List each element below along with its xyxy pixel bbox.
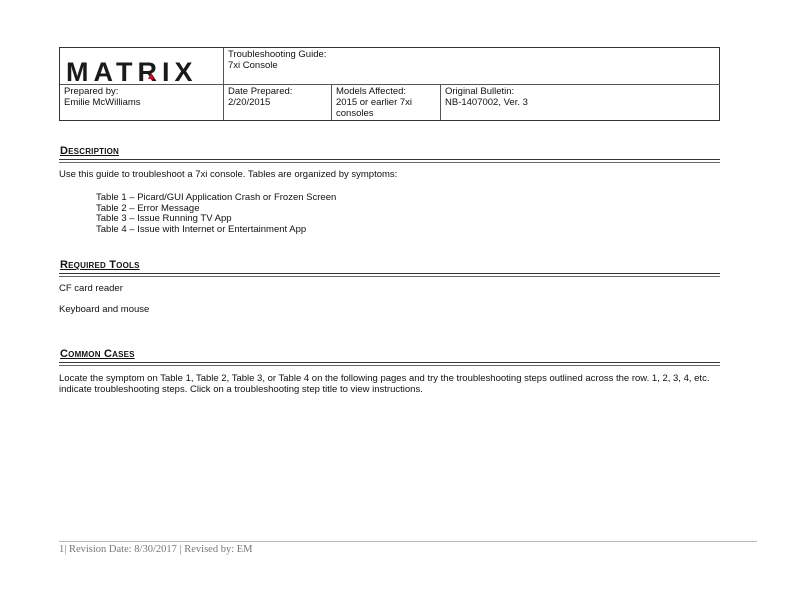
logo-accent-icon [148,73,154,79]
prepared-cell [60,84,224,120]
models-cell [331,84,441,120]
description-intro: Use this guide to troubleshoot a 7xi console. Tables are organized by symptoms: [59,169,398,180]
table-list-item: Table 1 – Picard/GUI Application Crash or Frozen Screen [96,192,337,203]
models-label: Models Affected: [336,86,407,97]
models-value: 2015 or earlier 7xi [336,97,413,108]
guide-label: Troubleshooting Guide: [228,49,327,60]
common-cases-text: Locate the symptom on Table 1, Table 2, Table 3, or Table 4 on the following pages and try the troubleshooting steps outlined across the row. 1, 2, 3, 4, etc. [59,373,710,384]
tool-item: Keyboard and mouse [59,304,150,315]
description-title: Description [60,145,120,157]
footer-rule [59,541,757,542]
bulletin-label: Original Bulletin: [445,86,515,97]
heading-rule [59,159,720,160]
header-table [59,47,720,121]
prepared-label: Prepared by: [64,86,119,97]
guide-value: 7xi Console [228,60,278,71]
prepared-value: Emilie McWilliams [64,97,141,108]
models-value-cont: consoles [336,108,374,119]
heading-rule [59,362,720,363]
table-list-item: Table 2 – Error Message [96,203,200,214]
heading-rule [59,276,720,277]
heading-rule [59,162,720,163]
date-label: Date Prepared: [228,86,293,97]
date-value: 2/20/2015 [228,97,271,108]
table-list-item: Table 3 – Issue Running TV App [96,213,232,224]
date-cell [223,84,332,120]
matrix-logo [60,48,224,85]
page-footer: 1| Revision Date: 8/30/2017 | Revised by: EM [59,544,253,555]
heading-rule [59,273,720,274]
logo-wordmark: MATRIX [66,57,198,87]
common-cases-text-cont: indicate troubleshooting steps. Click on a troubleshooting step title to view instructions. [59,384,423,395]
tool-item: CF card reader [59,283,123,294]
bulletin-value: NB-1407002, Ver. 3 [445,97,528,108]
required-tools-title: Required Tools [60,259,140,271]
description-heading [59,145,720,157]
bulletin-cell [440,84,720,120]
common-cases-heading [59,348,720,360]
common-cases-title: Common Cases [60,348,135,360]
heading-rule [59,365,720,366]
table-list-item: Table 4 – Issue with Internet or Entertainment App [96,224,307,235]
required-tools-heading [59,259,720,271]
guide-cell [223,48,720,85]
